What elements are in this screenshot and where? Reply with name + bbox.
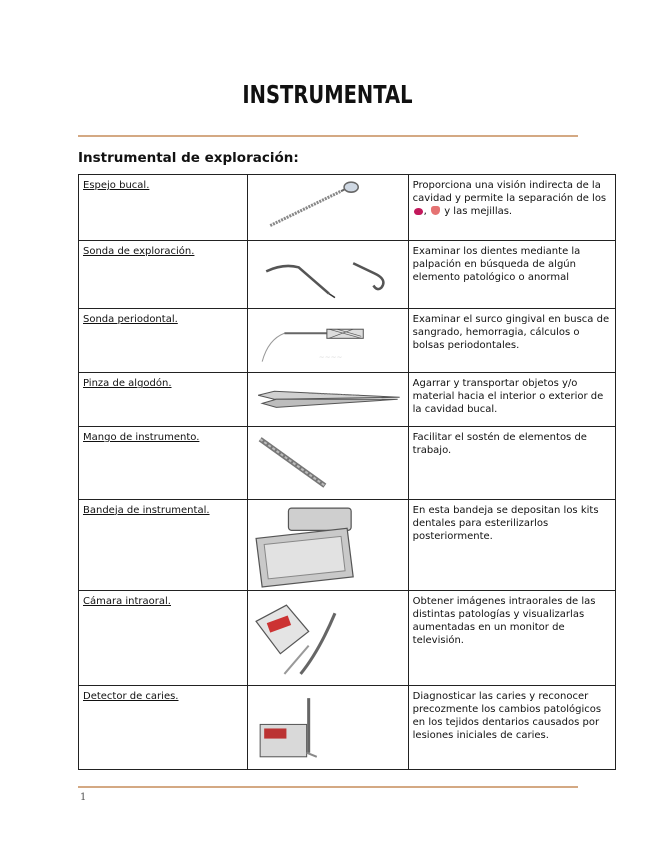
instrument-name: Pinza de algodón. [79,373,248,427]
instrument-image [247,309,408,373]
instrument-description: Agarrar y transportar objetos y/o material hacia el interior o exterior de la cavidad bucal. [408,373,615,427]
table-row [79,590,616,685]
instrument-name: Sonda periodontal. [79,309,248,373]
dental-mirror-icon [248,175,408,240]
periodontal-probe-icon [248,309,408,372]
instrument-name: Espejo bucal. [79,175,248,241]
instrument-description: Obtener imágenes intraorales de las distintas patologías y visualizarlas aumentadas en un monitor de televisión. [408,590,615,685]
table-row [79,373,616,427]
instrument-name: Detector de caries. [79,685,248,769]
page-title: INSTRUMENTAL [242,80,413,109]
instrument-description: Proporciona una visión indirecta de la cavidad y permite la separación de los , y las mejillas. [408,175,615,241]
instrument-name: Sonda de exploración. [79,240,248,309]
tongue-icon [431,206,440,215]
instrument-table [78,174,616,770]
instrument-tray-icon [248,500,408,590]
section-heading: Instrumental de exploración: [78,150,299,166]
footer-divider [78,786,578,788]
instrument-description: Facilitar el sostén de elementos de trabajo. [408,426,615,499]
instrument-description: Examinar el surco gingival en busca de sangrado, hemorragia, cálculos o bolsas periodontales. [408,309,615,373]
instrument-name: Mango de instrumento. [79,426,248,499]
table-row [79,426,616,499]
instrument-description: En esta bandeja se depositan los kits dentales para esterilizarlos posteriormente. [408,499,615,590]
table-row [79,175,616,241]
instrument-image [247,240,408,309]
instrument-image [247,590,408,685]
table-row [79,685,616,769]
table-row [79,499,616,590]
explorer-probe-icon [248,241,408,309]
page-number: 1 [80,792,87,803]
instrument-image [247,499,408,590]
instrument-handle-icon [248,427,408,499]
top-divider [78,135,578,137]
instrument-description: Diagnosticar las caries y reconocer precozmente los cambios patológicos en los tejidos dentarios causados por lesiones iniciales de caries. [408,685,615,769]
instrument-description: Examinar los dientes mediante la palpación en búsqueda de algún elemento patológico o anormal [408,240,615,309]
instrument-image [247,685,408,769]
caries-detector-icon [248,686,408,769]
instrument-image [247,373,408,427]
intraoral-camera-icon [248,591,408,685]
table-row [79,309,616,373]
instrument-image [247,426,408,499]
cotton-pliers-icon [248,373,408,426]
instrument-name: Cámara intraoral. [79,590,248,685]
svg-text:~~~~: ~~~~ [318,353,343,363]
table-row [79,240,616,309]
instrument-image [247,175,408,241]
instrument-name: Bandeja de instrumental. [79,499,248,590]
lips-icon [414,208,423,215]
